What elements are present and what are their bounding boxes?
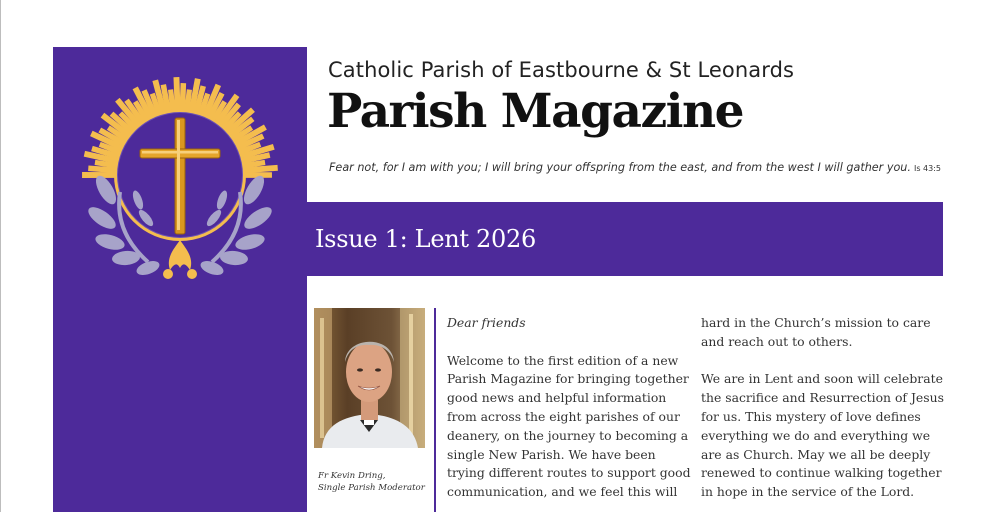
column-divider [434,308,436,512]
photo-caption [318,470,425,494]
caption-name: Fr Kevin Dring, [318,471,386,481]
letter-paragraph: hard in the Church’s mission to care and reach out to others. [701,315,931,349]
verse-text: Fear not, for I am with you; I will bring your offspring from the east, and from the west I will gather you. [329,161,911,174]
page-edge [0,0,1,512]
moderator-photo [314,308,425,448]
letter-column-2 [701,314,951,521]
letter-column-1 [447,314,697,521]
letter-paragraph: We are in Lent and soon will celebrate the sacrifice and Resurrection of Jesus for us. This mystery of love defines everything we do and everything we are as Church. May we all be deeply renewed to continue walking together in hope in the service of the Lord. [701,371,944,500]
scripture-verse [329,161,941,174]
letter-paragraph: Welcome to the first edition of a new Parish Magazine for bringing together good news and helpful information from across the eight parishes of our deanery, on the journey to becoming a single New Parish. We have been trying different routes to support good communication, and we feel this will [447,352,691,500]
verse-reference: Is 43:5 [913,164,941,173]
organization-name: Catholic Parish of Eastbourne & St Leonards [328,58,795,82]
issue-label: Issue 1: Lent 2026 [315,225,536,253]
magazine-title: Parish Magazine [327,84,744,139]
letter-greeting: Dear friends [447,315,526,330]
caption-role: Single Parish Moderator [318,483,425,493]
cross-sunburst-logo-icon [80,72,280,284]
